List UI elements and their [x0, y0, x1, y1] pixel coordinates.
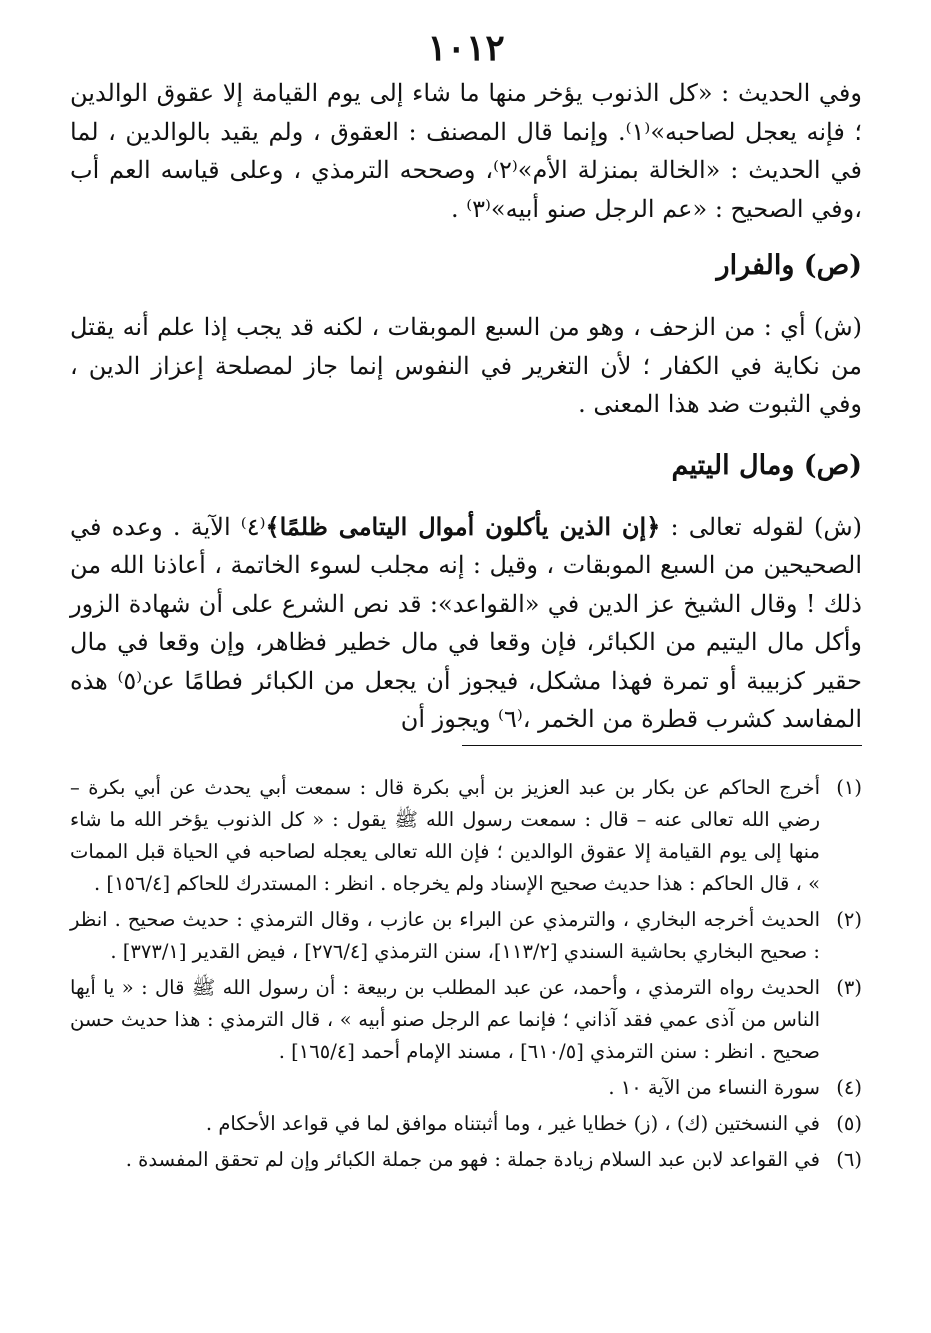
- footnote-text: أخرج الحاكم عن بكار بن عبد العزيز بن أبي بكرة قال : سمعت أبي يحدث عن أبي بكرة – رضي الله تعالى عنه – قال : سمعت رسول الله ﷺ يقول : « كل الذنوب يؤخر الله ما شاء منها إلى يوم القيامة إلا عقوق الوالدين ؛ فإن الله تعالى يعجله لصاحبه في الحياة قبل الممات » ، قال الحاكم : هذا حديث صحيح الإسناد ولم يخرجاه . انظر : المستدرك للحاكم [١٥٦/٤] .: [70, 775, 820, 895]
- heading-flight: (ص) والفرار: [716, 250, 862, 281]
- quran-verse: ﴿إن الذين يأكلون أموال اليتامى ظلمًا﴾: [265, 511, 661, 541]
- commentary-intro: (ش) لقوله تعالى :: [660, 512, 863, 541]
- footnote-number: (٤): [836, 1075, 862, 1099]
- paragraph-orphan-commentary: [70, 508, 862, 739]
- footnote-number: (٦): [836, 1147, 862, 1171]
- footnote: [70, 772, 862, 900]
- footnote-separator-wrap: [70, 739, 862, 772]
- document-page: [70, 28, 862, 1180]
- footnotes: [70, 772, 862, 1176]
- footnote: [70, 1144, 862, 1176]
- footnote: [70, 904, 862, 968]
- footnote: [70, 1108, 862, 1140]
- commentary-body: ⁽٤⁾ الآية . وعده في الصحيحين من السبع الموبقات ، وقيل : إنه مجلب لسوء الخاتمة ، أعاذنا الله من ذلك ! وقال الشيخ عز الدين في «القواعد»: قد نص الشرع على أن شهادة الزور وأكل مال اليتيم من الكبائر، فإن وقعا في مال خطير فظاهر، وإن وقعا في مال حقير كزبيبة أو تمرة فهذا مشكل، فيجوز أن يجعل من الكبائر فطامًا عن⁽٥⁾ هذه المفاسد كشرب قطرة من الخمر ،⁽٦⁾ ويجوز أن: [70, 512, 862, 733]
- footnote-number: (١): [836, 775, 862, 799]
- paragraph-flight-commentary: (ش) أي : من الزحف ، وهو من السبع الموبقات ، لكنه قد يجب إذا علم أنه يقتل من نكاية في الكفار ؛ لأن التغرير في النفوس إنما جاز لمصلحة إعزاز الدين ، وفي الثبوت ضد هذا المعنى .: [70, 313, 862, 418]
- footnote-separator: [462, 745, 862, 746]
- heading-orphan-wealth: (ص) ومال اليتيم: [671, 449, 862, 481]
- footnote-text: في النسختين (ك) ، (ز) خطايا غير ، وما أثبتناه موافق لما في قواعد الأحكام .: [205, 1111, 820, 1135]
- page-number: ١٠١٢: [427, 27, 505, 69]
- footnote: [70, 972, 862, 1068]
- paragraph-hadith: وفي الحديث : «كل الذنوب يؤخر منها ما شاء إلى يوم القيامة إلا عقوق الوالدين ؛ فإنه يعجل لصاحبه»⁽١⁾. وإنما قال المصنف : العقوق ، ولم يقيد بالوالدين ، لما في الحديث : «الخالة بمنزلة الأم»⁽٢⁾، وصححه الترمذي ، وعلى قياسه العم أب ،وفي الصحيح : «عم الرجل صنو أبيه»⁽٣⁾ .: [70, 79, 862, 223]
- footnote-number: (٢): [836, 907, 862, 931]
- footnote-text: الحديث رواه الترمذي ، وأحمد، عن عبد المطلب بن ربيعة : أن رسول الله ﷺ قال : « يا أيها الناس من آذى عمي فقد آذاني ؛ فإنما عم الرجل صنو أبيه » ، قال الترمذي : هذا حديث حسن صحيح . انظر : سنن الترمذي [٦١٠/٥] ، مسند الإمام أحمد [١٦٥/٤] .: [70, 975, 820, 1063]
- footnote-number: (٥): [836, 1111, 862, 1135]
- footnote-text: في القواعد لابن عبد السلام زيادة جملة : فهو من جملة الكبائر وإن لم تحقق المفسدة .: [125, 1147, 820, 1171]
- footnote-number: (٣): [836, 975, 862, 999]
- footnote-text: الحديث أخرجه البخاري ، والترمذي عن البراء بن عازب ، وقال الترمذي : حديث صحيح . انظر : صحيح البخاري بحاشية السندي [١١٣/٢]، سنن الترمذي [٢٧٦/٤] ، فيض القدير [٣٧٣/١] .: [70, 907, 820, 963]
- footnote-text: سورة النساء من الآية ١٠ .: [608, 1075, 820, 1099]
- footnote: [70, 1072, 862, 1104]
